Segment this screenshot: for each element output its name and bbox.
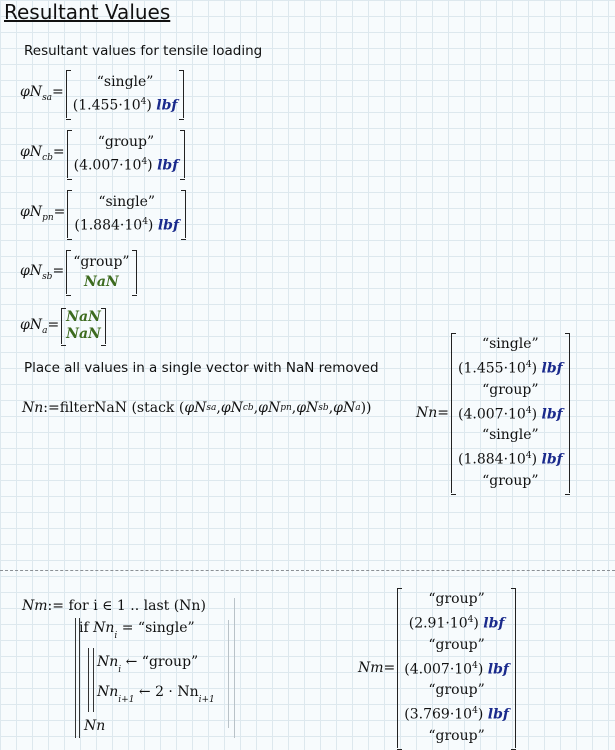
arg-a: a — [355, 403, 361, 413]
nn-type-4: “group” — [482, 472, 539, 489]
matrix-npn — [67, 190, 186, 238]
nn-type-2: “group” — [482, 381, 539, 398]
nm-result-lhs: Nm — [358, 659, 384, 676]
nm-value-3: $(3.769\cdot 10^4)$ lbf — [404, 706, 509, 723]
result-npn[interactable] — [20, 190, 186, 238]
section-heading: Resultant Values — [4, 0, 171, 24]
lhs-ncb: $\varphi N_{cb}=$ — [20, 144, 65, 164]
nn-value-1: $(1.455\cdot 10^4)$ lbf — [458, 360, 563, 377]
nn-def-func1: filterNaN — [59, 400, 127, 416]
nn-type-1: “single” — [481, 336, 539, 352]
nm-result[interactable]: Nm = “group” $(2.91\cdot 10^4)$ lbf “group” $(4.007\cdot 10^4)$ lbf “group” $(3.769\cdot 10^4)$ lbf “group” — [358, 588, 516, 748]
matrix-ncb — [67, 130, 186, 178]
arg-sb: sb — [318, 403, 329, 413]
prog-line-3: $Nn_i$ ← “group” — [97, 654, 199, 675]
note-vector: Place all values in a single vector with NaN removed — [24, 360, 379, 376]
prog-line-5: Nn — [84, 718, 106, 734]
type-nsb: “group” — [73, 254, 130, 270]
nm-type-1: “group” — [428, 591, 485, 607]
result-nsb[interactable] — [20, 250, 137, 294]
lhs-nsa: $\varphi N_{sa}=$ — [20, 84, 64, 104]
prog-line-2: if $Nn_i$ = “single” — [79, 620, 195, 641]
type-nsa: “single” — [96, 74, 154, 90]
prog-line-1: Nm:= for i ∈ 1 .. last (Nn) — [22, 598, 206, 614]
nn-value-2: $(4.007\cdot 10^4)$ lbf — [458, 405, 563, 423]
nn-def-lhs: Nn — [22, 400, 44, 416]
nn-result-lhs: Nn — [416, 404, 438, 421]
arg-sa: sa — [206, 403, 217, 413]
value-na-1: NaN — [66, 309, 101, 325]
nm-value-1: $(2.91\cdot 10^4)$ lbf — [408, 615, 505, 632]
value-na-2: NaN — [66, 326, 101, 342]
matrix-na — [61, 308, 106, 344]
prog-bar-outer-2 — [79, 618, 80, 738]
lhs-nsb: $\varphi N_{sb}=$ — [20, 262, 65, 282]
prog-line-4: $Nn_{i+1}$ ← $2 \cdot Nn_{i+1}$ — [97, 684, 215, 705]
lhs-na: $\varphi N_a=$ — [20, 316, 60, 336]
prog-bar-right-2 — [228, 620, 229, 728]
note-tensile: Resultant values for tensile loading — [24, 43, 263, 59]
value-nsa: $(1.455\cdot 10^4)$ lbf — [72, 97, 178, 114]
arg-pn: pn — [280, 403, 292, 413]
nn-def-func2: stack — [136, 400, 175, 416]
nm-value-2: $(4.007\cdot 10^4)$ lbf — [404, 660, 509, 678]
nn-type-3: “single” — [481, 427, 539, 444]
type-ncb: “group” — [97, 134, 155, 150]
value-ncb: $(4.007\cdot 10^4)$ lbf — [73, 157, 179, 174]
result-na[interactable] — [20, 308, 106, 344]
nn-def-assign: := — [43, 400, 60, 416]
nn-result[interactable]: Nn = “single” $(1.455\cdot 10^4)$ lbf “group” $(4.007\cdot 10^4)$ lbf “single” $(1.884\cdot 10^4)$ lbf “group” — [416, 333, 570, 493]
matrix-nm — [397, 588, 516, 748]
nm-type-2: “group” — [428, 636, 485, 653]
matrix-nsb — [66, 250, 136, 294]
arg-cb: cb — [242, 403, 254, 413]
prog-bar-inner — [88, 648, 89, 712]
value-npn: $(1.884\cdot 10^4)$ lbf — [74, 217, 179, 234]
nm-type-3: “group” — [428, 682, 485, 699]
lhs-npn: $\varphi N_{pn}=$ — [20, 204, 66, 224]
result-nsa[interactable] — [20, 70, 184, 118]
prog-bar-right — [234, 598, 235, 738]
value-nsb: NaN — [84, 274, 119, 290]
prog-bar-outer — [75, 618, 76, 738]
result-ncb[interactable] — [20, 130, 185, 178]
matrix-nsa — [66, 70, 185, 118]
type-npn: “single” — [98, 194, 156, 210]
nn-definition[interactable]: Nn := filterNaN ( stack ( φN sa , φN cb , φN pn , φN sb , φN a )) — [22, 400, 372, 416]
matrix-nn — [451, 333, 570, 493]
nn-value-3: $(1.884\cdot 10^4)$ lbf — [458, 451, 563, 468]
prog-bar-inner-2 — [93, 648, 94, 712]
nm-type-4: “group” — [428, 727, 485, 744]
region-divider — [0, 570, 615, 571]
